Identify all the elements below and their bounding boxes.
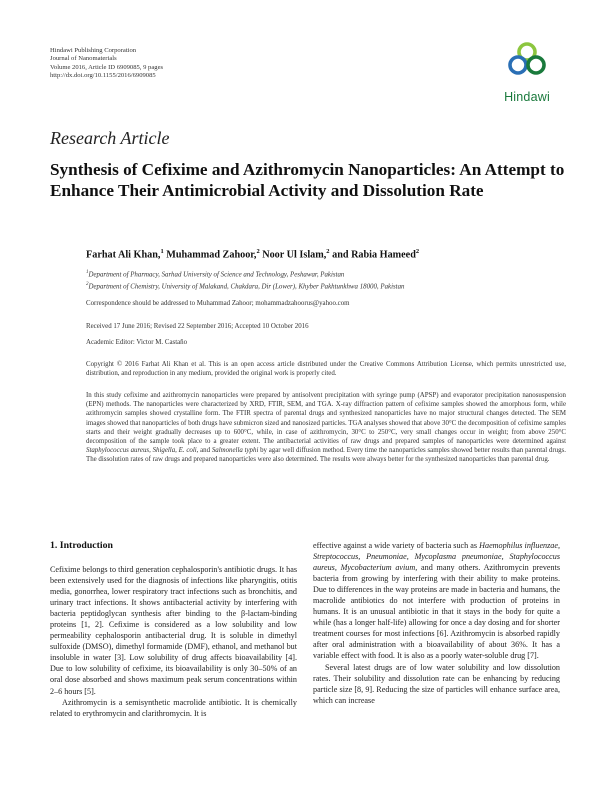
publication-dates: Received 17 June 2016; Revised 22 September 2016; Accepted 10 October 2016 (86, 323, 309, 330)
article-type: Research Article (50, 128, 170, 148)
article-title: Synthesis of Cefixime and Azithromycin Nanoparticles: An Attempt to Enhance Their Antimicrobial Activity and Dissolution Rate (50, 160, 565, 200)
author-name[interactable]: Muhammad Zahoor, (166, 249, 257, 261)
author-name[interactable]: and Rabia Hameed (332, 249, 416, 261)
abstract-species: Salmonella typhi (211, 447, 259, 455)
academic-editor: Academic Editor: Victor M. Castaño (86, 339, 188, 346)
paragraph-text: effective against a wide variety of bacteria such as (313, 541, 480, 550)
affiliation-number: 1 (86, 270, 89, 275)
affiliation-ref: 2 (256, 248, 260, 255)
affiliation-ref: 2 (415, 248, 420, 255)
abstract-text: In this study cefixime and azithromycin nanoparticles were prepared by antisolvent precipitation with syringe pump (APSP) and evaporator precipitation nanosuspension (EPN) methods. The nanoparticles were characterized by XRD, FTIR, SEM, and TGA. X-ray diffraction pattern of cefixime samples showed the amorphous form, while azithromycin samples showed crystalline form. The FTIR spectra of parental drugs and synthesized nanoparticles have no major structural changes detected. The SEM images showed that nanoparticles of both drugs have submicron sized and nanosized particles. TGA analyses showed that above 30°C the decomposition of cefixime samples starts and their weight gradually decreases up to 600°C, while, in case of azithromycin, 30°C to 250°C, very small changes occur in weight; from above 250°C decomposition of the sample took place to a greater extent. The antibacterial activities of raw drugs and prepared samples of nanoparticles were determined against (86, 392, 566, 446)
affiliation-text: Department of Pharmacy, Sarhad University of Science and Technology, Peshawar, Pakistan (88, 271, 345, 279)
affiliations (86, 268, 566, 291)
abstract-text: by agar well diffusion method. Every time the nanoparticles samples showed better results than parental drugs. The dissolution rates of raw drugs and prepared nanoparticles were also determined. The results were always better for the synthesized nanoparticles than parental drug. (86, 447, 566, 464)
affiliation-ref: 1 (160, 248, 164, 255)
paragraph: Several latest drugs are of low water solubility and low dissolution rates. Their solubility and dissolution rate can be enhancing by reducing particle size [8, 9]. Reducing the size of particles will enhance surface area, which can increase (313, 662, 560, 705)
affiliation-ref: 2 (326, 248, 330, 255)
section-heading: 1. Introduction (50, 540, 113, 551)
journal-header (50, 47, 163, 81)
species-list: Haemophilus influenzae, Streptococcus, Pneumoniae, Mycoplasma pneumoniae, Staphylococcus aureus, Mycobacterium avium, (313, 541, 560, 573)
volume-line: Volume 2016, Article ID 6909085, 9 pages (50, 63, 164, 71)
copyright-notice: Copyright © 2016 Farhat Ali Khan et al. This is an open access article distributed under the Creative Commons Attribution License, which permits unrestricted use, distribution, and reproduction in any medium, provided the original work is properly cited. (86, 361, 566, 378)
body-column-left (50, 540, 297, 719)
author-name[interactable]: Farhat Ali Khan, (86, 249, 161, 261)
hindawi-logo[interactable] (494, 40, 560, 104)
publisher-line: Hindawi Publishing Corporation (50, 47, 137, 54)
body-column-right (313, 540, 560, 706)
hindawi-wordmark: Hindawi (504, 90, 550, 104)
abstract-text: and (198, 447, 212, 455)
paragraph: Azithromycin is a semisynthetic macrolide antibiotic. It is chemically related to erythromycin and clarithromycin. It is (50, 697, 297, 718)
doi-link[interactable]: http://dx.doi.org/10.1155/2016/6909085 (50, 72, 156, 80)
affiliation-item (86, 280, 566, 292)
author-list (86, 248, 419, 260)
abstract-species: Staphylococcus aureus, Shigella, E. coli, (86, 447, 199, 455)
paragraph-text: and many others. Azithromycin prevents bacteria from growing by interfering with their ability to make proteins. Due to differences in the way proteins are made in bacteria and humans, the macrolide antibiotics do not interfere with production of proteins in humans. It is an unusual antibiotic in that it stays in the body for quite a while (has a longer half-life) allowing for once a day dosing and for shorter treatment courses for most infections [6]. Azithromycin is absorbed rapidly after oral administration with a bioavailability of about 36%. It has a variable effect with food. It is also as a poorly water-soluble drug [7]. (313, 563, 560, 661)
paragraph (313, 540, 560, 662)
hindawi-rings-icon (505, 40, 549, 84)
journal-name: Journal of Nanomaterials (50, 55, 117, 63)
abstract (86, 391, 566, 465)
affiliation-text: Department of Chemistry, University of Malakand, Chakdara, Dir (Lower), Khyber Pakhtunkhwa 18000, Pakistan (88, 282, 405, 290)
affiliation-item (86, 268, 566, 280)
author-name[interactable]: Noor Ul Islam, (262, 249, 327, 261)
affiliation-number: 2 (86, 281, 89, 287)
correspondence: Correspondence should be addressed to Muhammad Zahoor; mohammadzahoorus@yahoo.com (86, 300, 350, 307)
paragraph: Cefixime belongs to third generation cephalosporin's antibiotic drugs. It has been extensively used for the diagnosis of infections like pharyngitis, otitis media, gonorrhea, lower respiratory tract infections such as bronchitis, and urinary tract infections. It shows antibacterial activity by interfering with bacteria peptidoglycan synthesis after binding to the β-lactam-binding proteins [1, 2]. Cefixime is considered as a low solubility and low permeability cephalosporin antibacterial drug. It is soluble in dimethyl sulfoxide (DMSO), dimethyl formamide (DMF), ethanol, and methanol but insoluble in water [3]. Low solubility of drug affects bioavailability [4]. Due to low solubility of cefixime, its bioavailability is only 30–50% of an oral dose absorbed and shows maximum peak serum concentrations within 2–6 hours [5]. (50, 565, 297, 696)
